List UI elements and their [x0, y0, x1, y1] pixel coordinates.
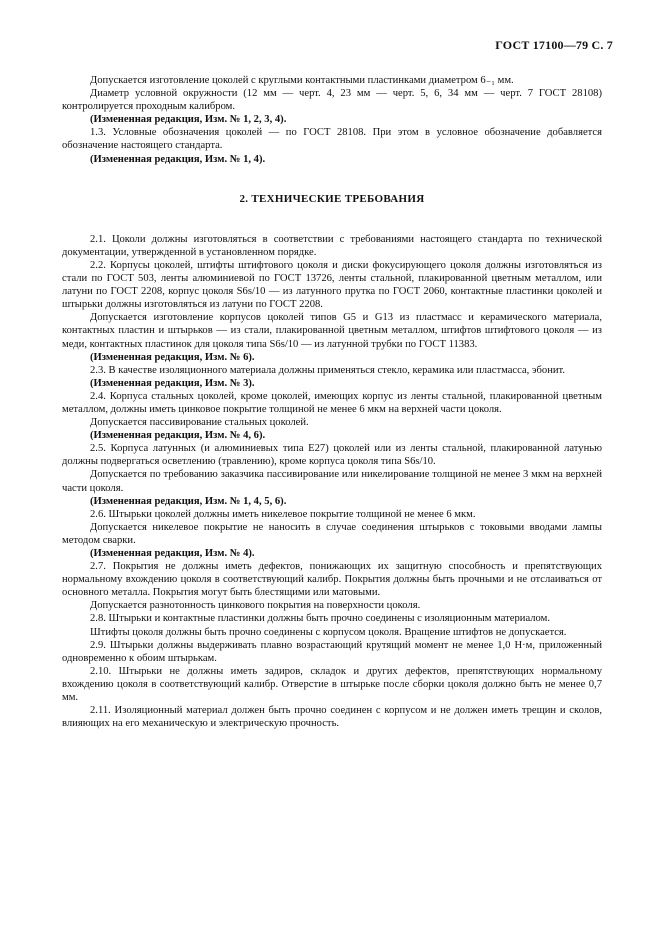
paragraph: Диаметр условной окружности (12 мм — черт. 4, 23 мм — черт. 5, 6, 34 мм — черт. 7 ГОСТ 28108) контролируется проходным калибром. — [62, 88, 602, 113]
amendment-note: (Измененная редакция, Изм. № 4). — [90, 548, 255, 559]
paragraph: Допускается по требованию заказчика пассивирование или никелирование толщиной не менее 3 мкм на верхней части цоколя. — [62, 469, 602, 494]
paragraph: 2.6. Штырьки цоколей должны иметь никелевое покрытие толщиной не менее 6 мкм. — [90, 508, 476, 520]
section-heading: 2. ТЕХНИЧЕСКИЕ ТРЕБОВАНИЯ — [239, 192, 425, 205]
paragraph: 2.11. Изоляционный материал должен быть прочно соединен с корпусом и не должен иметь трещин и сколов, влияющих на его механическую и электрическую прочность. — [62, 705, 602, 730]
amendment-note: (Измененная редакция, Изм. № 4, 6). — [90, 430, 266, 442]
paragraph: 2.3. В качестве изоляционного материала должны применяться стекло, керамика или пластмасса, эбонит. — [90, 364, 566, 376]
paragraph: 2.10. Штырьки не должны иметь задиров, складок и других дефектов, препятствующих нормальному вхождению цоколя в соответствующий калибр. Отверстие в штырьке после сборки цоколя должно быть не менее 0,7 мм. — [62, 665, 602, 704]
paragraph: Допускается изготовление цоколей с круглыми контактными пластинками диаметром 6₋₁ мм. — [90, 75, 514, 86]
amendment-note: (Измененная редакция, Изм. № 6). — [90, 351, 255, 363]
page-header: ГОСТ 17100—79 С. 7 — [495, 38, 613, 52]
amendment-note: (Измененная редакция, Изм. № 1, 2, 3, 4). — [90, 114, 287, 126]
paragraph: 2.5. Корпуса латунных (и алюминиевых типа E27) цоколей или из ленты стальной, плакированной латунью должны подвергаться осветлению (травлению), кроме корпуса цоколя типа S6s/10. — [62, 443, 602, 468]
document-body — [62, 74, 602, 730]
paragraph: Допускается пассивирование стальных цоколей. — [90, 417, 309, 429]
paragraph: 2.4. Корпуса стальных цоколей, кроме цоколей, имеющих корпус из ленты стальной, плакированной цветным металлом, должны иметь цинковое покрытие толщиной не менее 6 мкм на верхней части цоколя. — [62, 390, 602, 415]
paragraph: 2.1. Цоколи должны изготовляться в соответствии с требованиями настоящего стандарта по технической документации, утвержденной в установленном порядке. — [62, 233, 602, 258]
paragraph: 1.3. Условные обозначения цоколей — по ГОСТ 28108. При этом в условное обозначение добавляется обозначение настоящего стандарта. — [62, 127, 602, 152]
amendment-note: (Измененная редакция, Изм. № 1, 4). — [90, 153, 266, 165]
paragraph: 2.7. Покрытия не должны иметь дефектов, понижающих их защитную способность и препятствующих нормальному вхождению цоколя в соответствующий калибр. Покрытия должны быть прочными и не отслаиваться от основного металла. Покрытия могут быть блестящими или матовыми. — [62, 561, 602, 599]
paragraph: Допускается никелевое покрытие не наносить в случае соединения штырьков с токовыми вводами лампы методом сварки. — [62, 521, 602, 546]
paragraph: 2.8. Штырьки и контактные пластинки должны быть прочно соединены с изоляционным материалом. — [90, 613, 550, 625]
paragraph: Допускается разнотонность цинкового покрытия на поверхности цоколя. — [90, 600, 421, 612]
section-body — [62, 233, 602, 731]
paragraph: 2.9. Штырьки должны выдерживать плавно возрастающий крутящий момент не менее 1,0 Н·м, приложенный одновременно к обоим штырькам. — [62, 639, 602, 664]
amendment-note: (Измененная редакция, Изм. № 1, 4, 5, 6). — [90, 495, 287, 507]
paragraph: Штифты цоколя должны быть прочно соединены с корпусом цоколя. Вращение штифтов не допускается. — [90, 626, 567, 638]
amendment-note: (Измененная редакция, Изм. № 3). — [90, 377, 255, 389]
top-block — [62, 74, 602, 166]
paragraph: 2.2. Корпусы цоколей, штифты штифтового цоколя и диски фокусирующего цоколя должны изготовляться из стали по ГОСТ 503, ленты алюминиевой по ГОСТ 13726, ленты стальной, плакированной цветным металлом, или латуни по ГОСТ 2208, корпус цоколя S6s/10 — из латунного прутка по ГОСТ 2060, контактные пластинки цоколей и штырьки должны изготовляться из латуни по ГОСТ 2208. — [62, 259, 602, 311]
paragraph: Допускается изготовление корпусов цоколей типов G5 и G13 из пластмасс и керамического материала, контактных пластин и штырьков — из стали, плакированной цветным металлом, штифтов штифтового цоколя — из меди, контактных пластинок для цоколя типа S6s/10 — из латунной трубки по ГОСТ 11383. — [62, 312, 602, 350]
